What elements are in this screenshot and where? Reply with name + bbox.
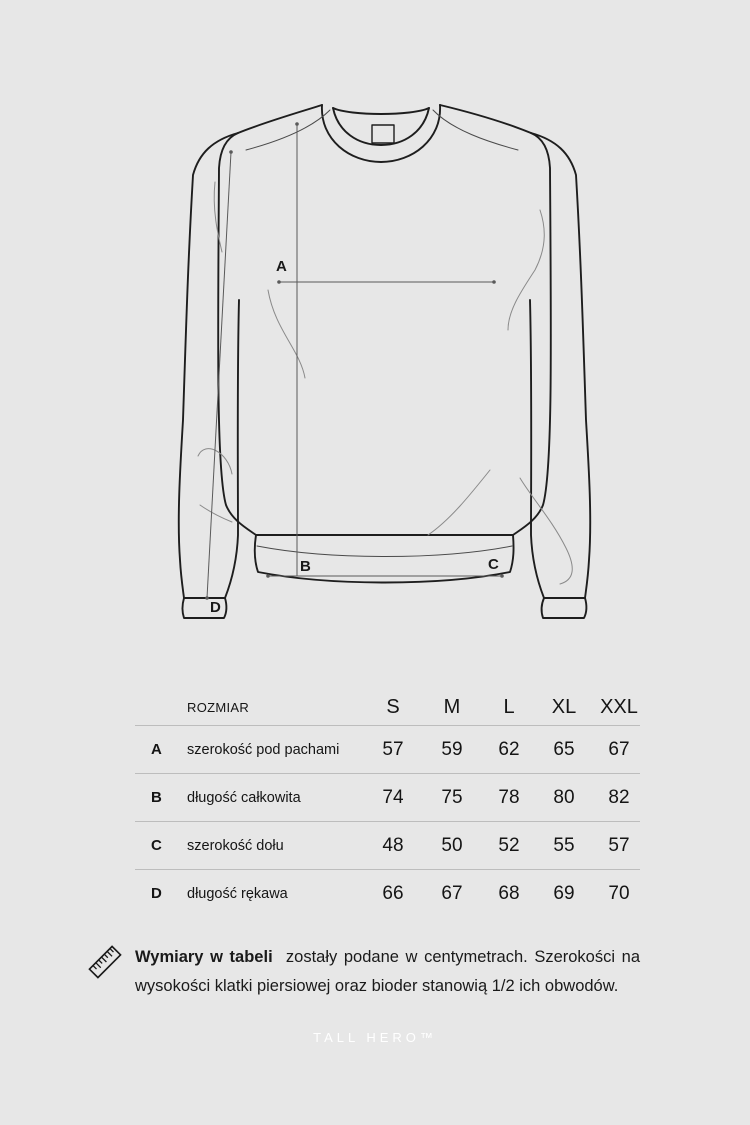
row-key: B [151, 789, 162, 806]
table-header-row [135, 690, 640, 726]
brand-name: TALL HERO™ [313, 1030, 437, 1045]
size-header-xl: XL [551, 696, 577, 718]
row-label: długość całkowita [187, 789, 301, 806]
table-cell: 59 [441, 738, 463, 760]
table-cell: 70 [608, 882, 630, 904]
size-header-xxl: XXL [600, 696, 638, 718]
row-label: szerokość dołu [187, 837, 284, 854]
table-cell: 68 [498, 882, 520, 904]
table-cell: 57 [382, 738, 404, 760]
table-cell: 69 [553, 882, 575, 904]
table-cell: 65 [553, 738, 575, 760]
table-row [135, 774, 640, 822]
table-cell: 62 [498, 738, 520, 760]
table-row [135, 726, 640, 774]
table-cell: 66 [382, 882, 404, 904]
table-cell: 67 [608, 738, 630, 760]
row-key: C [151, 837, 162, 854]
row-key: A [151, 741, 162, 758]
table-row [135, 870, 640, 917]
table-cell: 50 [441, 834, 463, 856]
table-cell: 74 [382, 786, 404, 808]
table-cell: 55 [553, 834, 575, 856]
table-cell: 82 [608, 786, 630, 808]
note-text: zostały podane w centymetrach. Szerokości na wysokości klatki piersiowej oraz bioder stanowią 1/2 ich obwodów. [135, 948, 641, 995]
table-cell: 80 [553, 786, 575, 808]
table-cell: 48 [382, 834, 404, 856]
table-cell: 52 [498, 834, 520, 856]
size-header-m: M [443, 696, 461, 718]
measurement-note [135, 943, 640, 1001]
table-cell: 78 [498, 786, 520, 808]
size-header-s: S [386, 696, 400, 718]
ruler-icon [88, 945, 122, 979]
measure-label-c: C [488, 556, 499, 573]
note-bold: Wymiary w tabeli [135, 948, 273, 966]
row-key: D [151, 885, 162, 902]
row-label: szerokość pod pachami [187, 741, 340, 758]
table-cell: 57 [608, 834, 630, 856]
table-row [135, 822, 640, 870]
size-header-l: L [503, 696, 515, 718]
table-cell: 75 [441, 786, 463, 808]
size-header-label: ROZMIAR [187, 700, 250, 715]
row-label: długość rękawa [187, 885, 288, 902]
measure-label-d: D [210, 599, 221, 616]
measure-label-a: A [276, 258, 287, 275]
size-table [135, 690, 640, 917]
table-cell: 67 [441, 882, 463, 904]
measure-label-b: B [300, 558, 311, 575]
